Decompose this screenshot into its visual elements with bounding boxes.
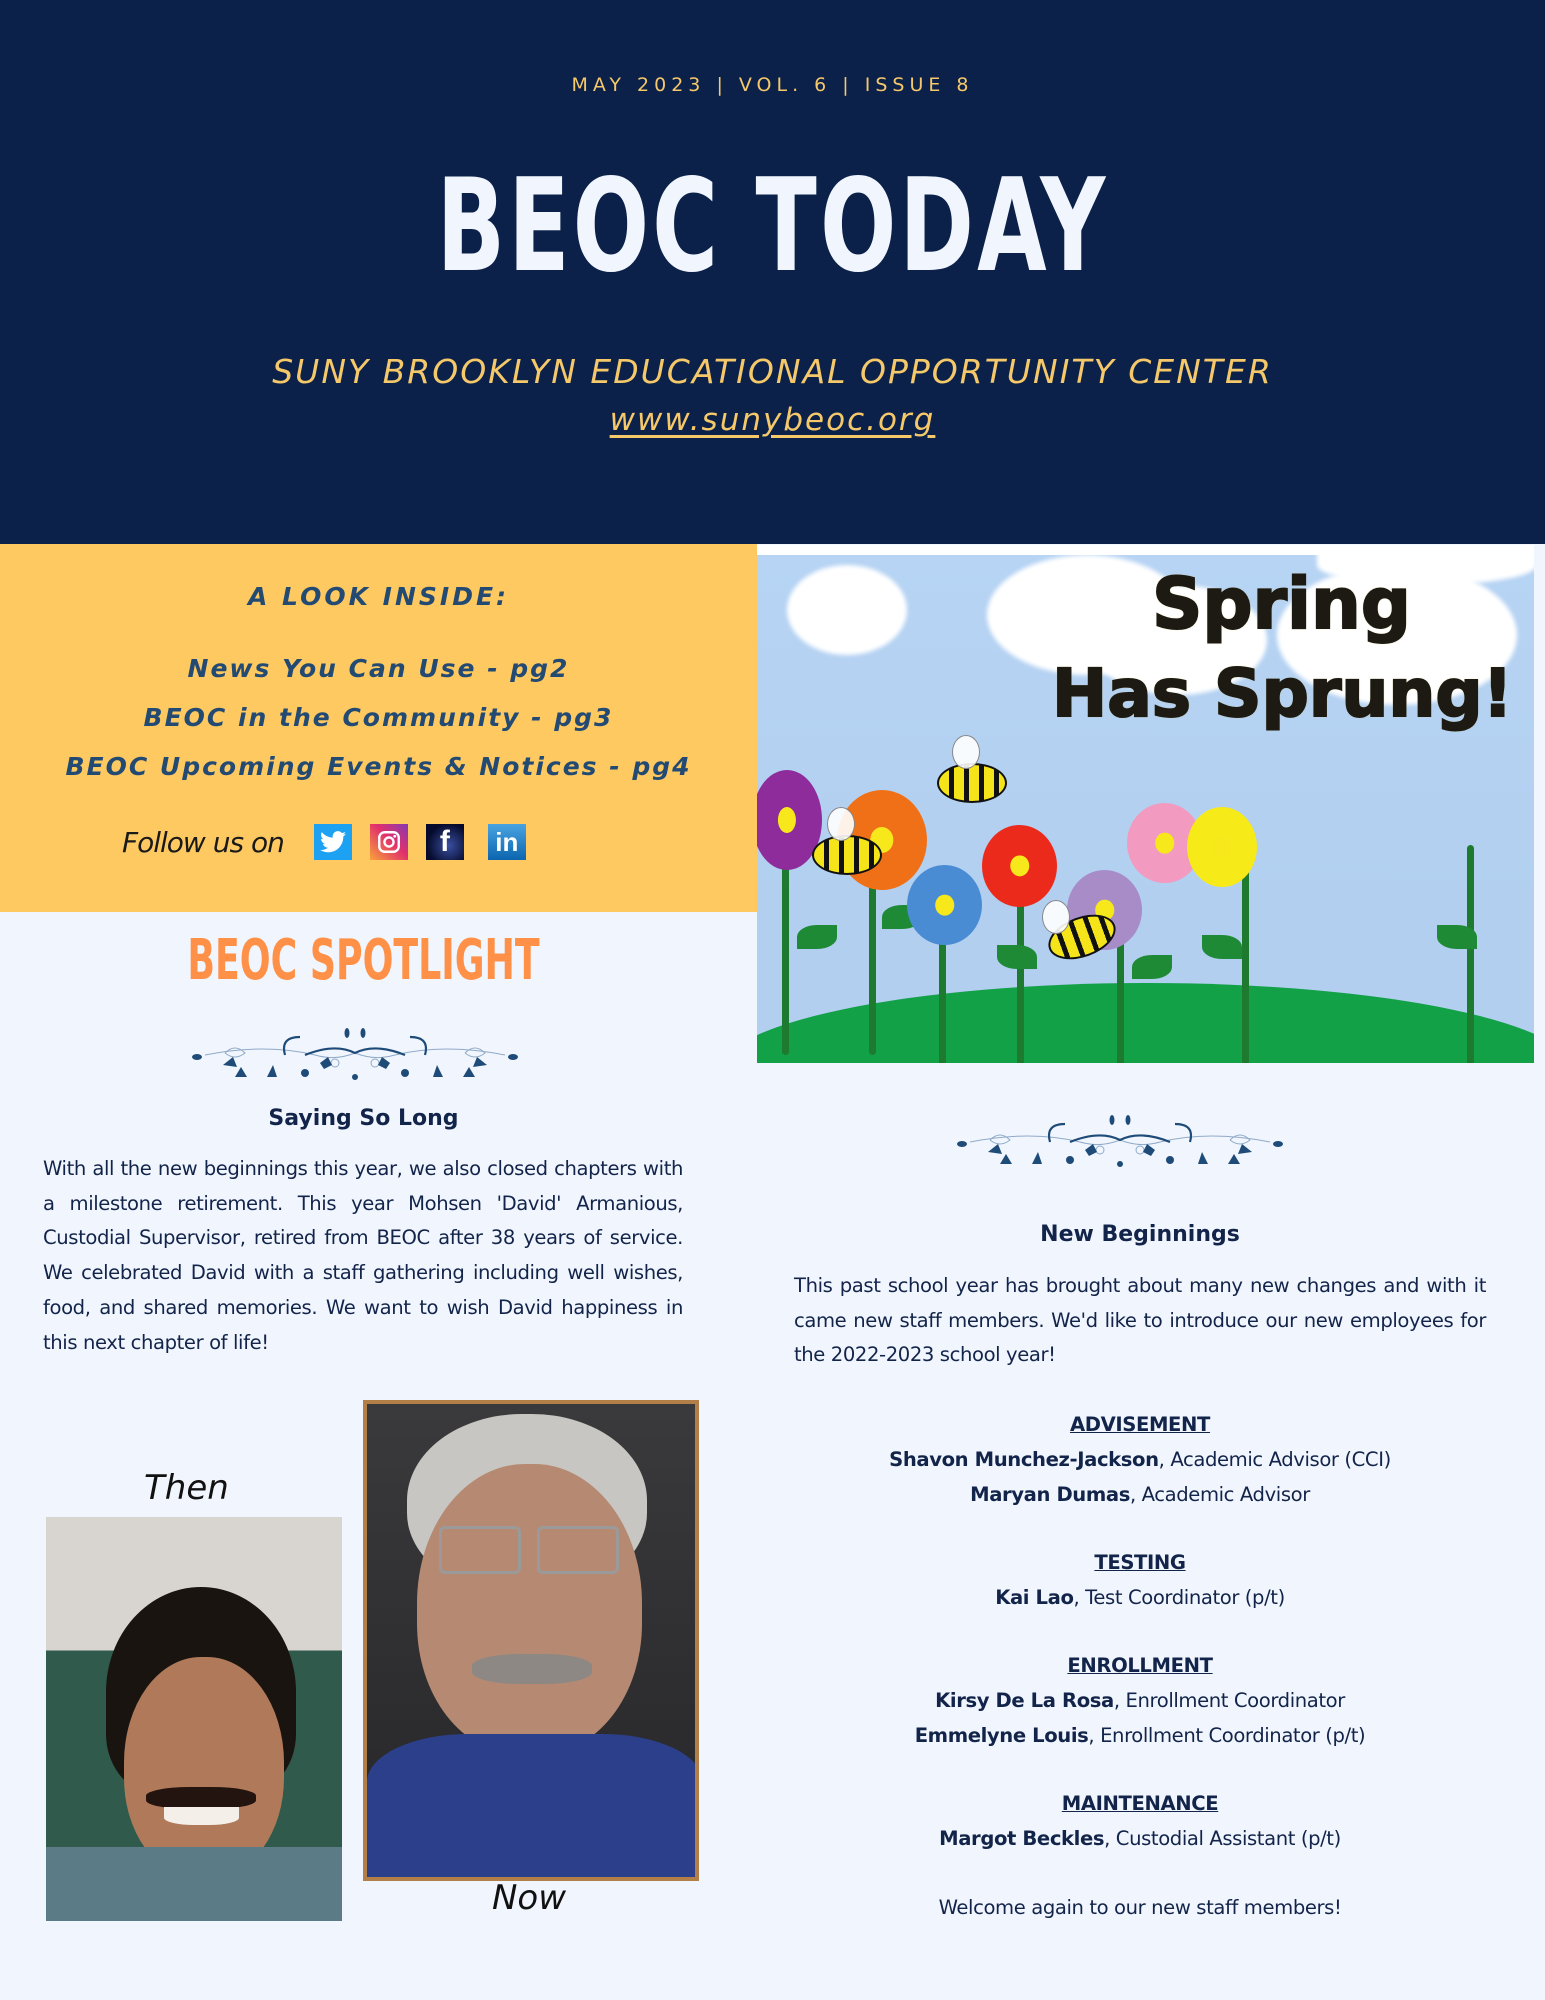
- bee-wing: [827, 807, 855, 841]
- face: [124, 1657, 284, 1877]
- staff-role: , Academic Advisor (CCI): [1158, 1448, 1391, 1471]
- glasses-left: [439, 1526, 521, 1574]
- mustache: [472, 1654, 592, 1684]
- twitter-icon[interactable]: [314, 824, 352, 860]
- staff-row: [770, 1442, 1510, 1477]
- new-staff-list: [770, 1408, 1510, 1925]
- article-heading-new-beginnings: New Beginnings: [1040, 1222, 1240, 1247]
- article-heading-saying-so-long: Saying So Long: [268, 1106, 459, 1131]
- cloud-icon: [787, 565, 907, 655]
- department-title: TESTING: [1094, 1551, 1186, 1574]
- staff-name: Kirsy De La Rosa: [935, 1689, 1114, 1712]
- article-body-saying-so-long: With all the new beginnings this year, we also closed chapters with a milestone retirement. This year Mohsen 'David' Armanious, Custodial Supervisor, retired from BEOC after 38 years of service. We celebrated David with a staff gathering including well wishes, food, and shared memories. We want to wish David happiness in this next chapter of life!: [43, 1157, 683, 1354]
- newsletter-header: [0, 0, 1545, 544]
- flower-blue: [907, 865, 982, 945]
- issue-line: MAY 2023 | VOL. 6 | ISSUE 8: [571, 74, 974, 96]
- follow-us-label: Follow us on: [122, 825, 284, 859]
- department-maintenance: [770, 1787, 1510, 1856]
- decorative-flourish-icon: [950, 1112, 1290, 1172]
- instagram-icon[interactable]: [370, 824, 408, 860]
- website-link[interactable]: www.sunybeoc.org: [609, 402, 936, 438]
- shirt: [46, 1847, 342, 1921]
- staff-row: [770, 1718, 1510, 1753]
- department-title: MAINTENANCE: [1061, 1792, 1219, 1815]
- staff-row: [770, 1580, 1510, 1615]
- department-advisement: [770, 1408, 1510, 1512]
- staff-name: Margot Beckles: [939, 1827, 1105, 1850]
- organization-name: SUNY BROOKLYN EDUCATIONAL OPPORTUNITY CENTER: [272, 352, 1273, 391]
- leaf: [1132, 955, 1172, 979]
- newsletter-title: BEOC TODAY: [436, 152, 1109, 301]
- department-enrollment: [770, 1649, 1510, 1753]
- staff-name: Maryan Dumas: [970, 1483, 1130, 1506]
- department-title: ADVISEMENT: [1069, 1413, 1211, 1436]
- staff-name: Emmelyne Louis: [914, 1724, 1089, 1747]
- leaf: [1202, 935, 1242, 959]
- bee-icon: [812, 835, 882, 875]
- contents-item[interactable]: BEOC in the Community - pg3: [143, 703, 614, 732]
- flower-stem: [1467, 845, 1474, 1063]
- decorative-flourish-icon: [185, 1025, 525, 1085]
- contents-list: [0, 644, 757, 791]
- linkedin-icon[interactable]: in: [488, 824, 526, 860]
- facebook-icon[interactable]: f: [426, 824, 464, 860]
- staff-row: [770, 1683, 1510, 1718]
- staff-role: , Enrollment Coordinator (p/t): [1088, 1724, 1366, 1747]
- contents-item[interactable]: News You Can Use - pg2: [187, 654, 570, 683]
- flower-yellow: [1187, 807, 1257, 887]
- bee-wing: [952, 735, 980, 769]
- then-photo: [46, 1517, 342, 1921]
- staff-role: , Enrollment Coordinator: [1113, 1689, 1345, 1712]
- staff-role: , Custodial Assistant (p/t): [1104, 1827, 1341, 1850]
- flower-red: [982, 825, 1057, 907]
- article-body-new-beginnings: This past school year has brought about many new changes and with it came new staff members. We'd like to introduce our new employees for the 2022-2023 school year!: [794, 1274, 1486, 1367]
- spring-heading-line1: Spring: [1152, 563, 1411, 645]
- bee-icon: [937, 763, 1007, 803]
- contents-item[interactable]: BEOC Upcoming Events & Notices - pg4: [65, 752, 692, 781]
- bee-wing: [1042, 900, 1070, 934]
- glasses-right: [537, 1526, 619, 1574]
- spring-heading-line2: Has Sprung!: [1052, 655, 1513, 732]
- staff-name: Kai Lao: [995, 1586, 1074, 1609]
- spring-has-sprung-image: [757, 545, 1534, 1063]
- closing-message: Welcome again to our new staff members!: [938, 1896, 1342, 1919]
- then-label: Then: [144, 1468, 229, 1508]
- staff-role: , Academic Advisor: [1129, 1483, 1310, 1506]
- website-line: [0, 402, 1545, 438]
- look-inside-title: A LOOK INSIDE:: [247, 582, 510, 611]
- department-testing: [770, 1546, 1510, 1615]
- shirt: [367, 1734, 699, 1881]
- leaf: [1437, 925, 1477, 949]
- now-photo: [363, 1400, 699, 1881]
- face: [417, 1464, 642, 1754]
- staff-row: [770, 1477, 1510, 1512]
- staff-name: Shavon Munchez-Jackson: [889, 1448, 1159, 1471]
- now-label: Now: [492, 1878, 567, 1918]
- leaf: [797, 925, 837, 949]
- staff-row: [770, 1821, 1510, 1856]
- follow-us-row: [122, 824, 544, 860]
- spotlight-title: BEOC SPOTLIGHT: [187, 928, 540, 993]
- staff-role: , Test Coordinator (p/t): [1073, 1586, 1285, 1609]
- smile: [164, 1807, 239, 1825]
- leaf: [997, 945, 1037, 969]
- department-title: ENROLLMENT: [1067, 1654, 1213, 1677]
- mustache: [146, 1787, 256, 1809]
- look-inside-box: [0, 544, 757, 912]
